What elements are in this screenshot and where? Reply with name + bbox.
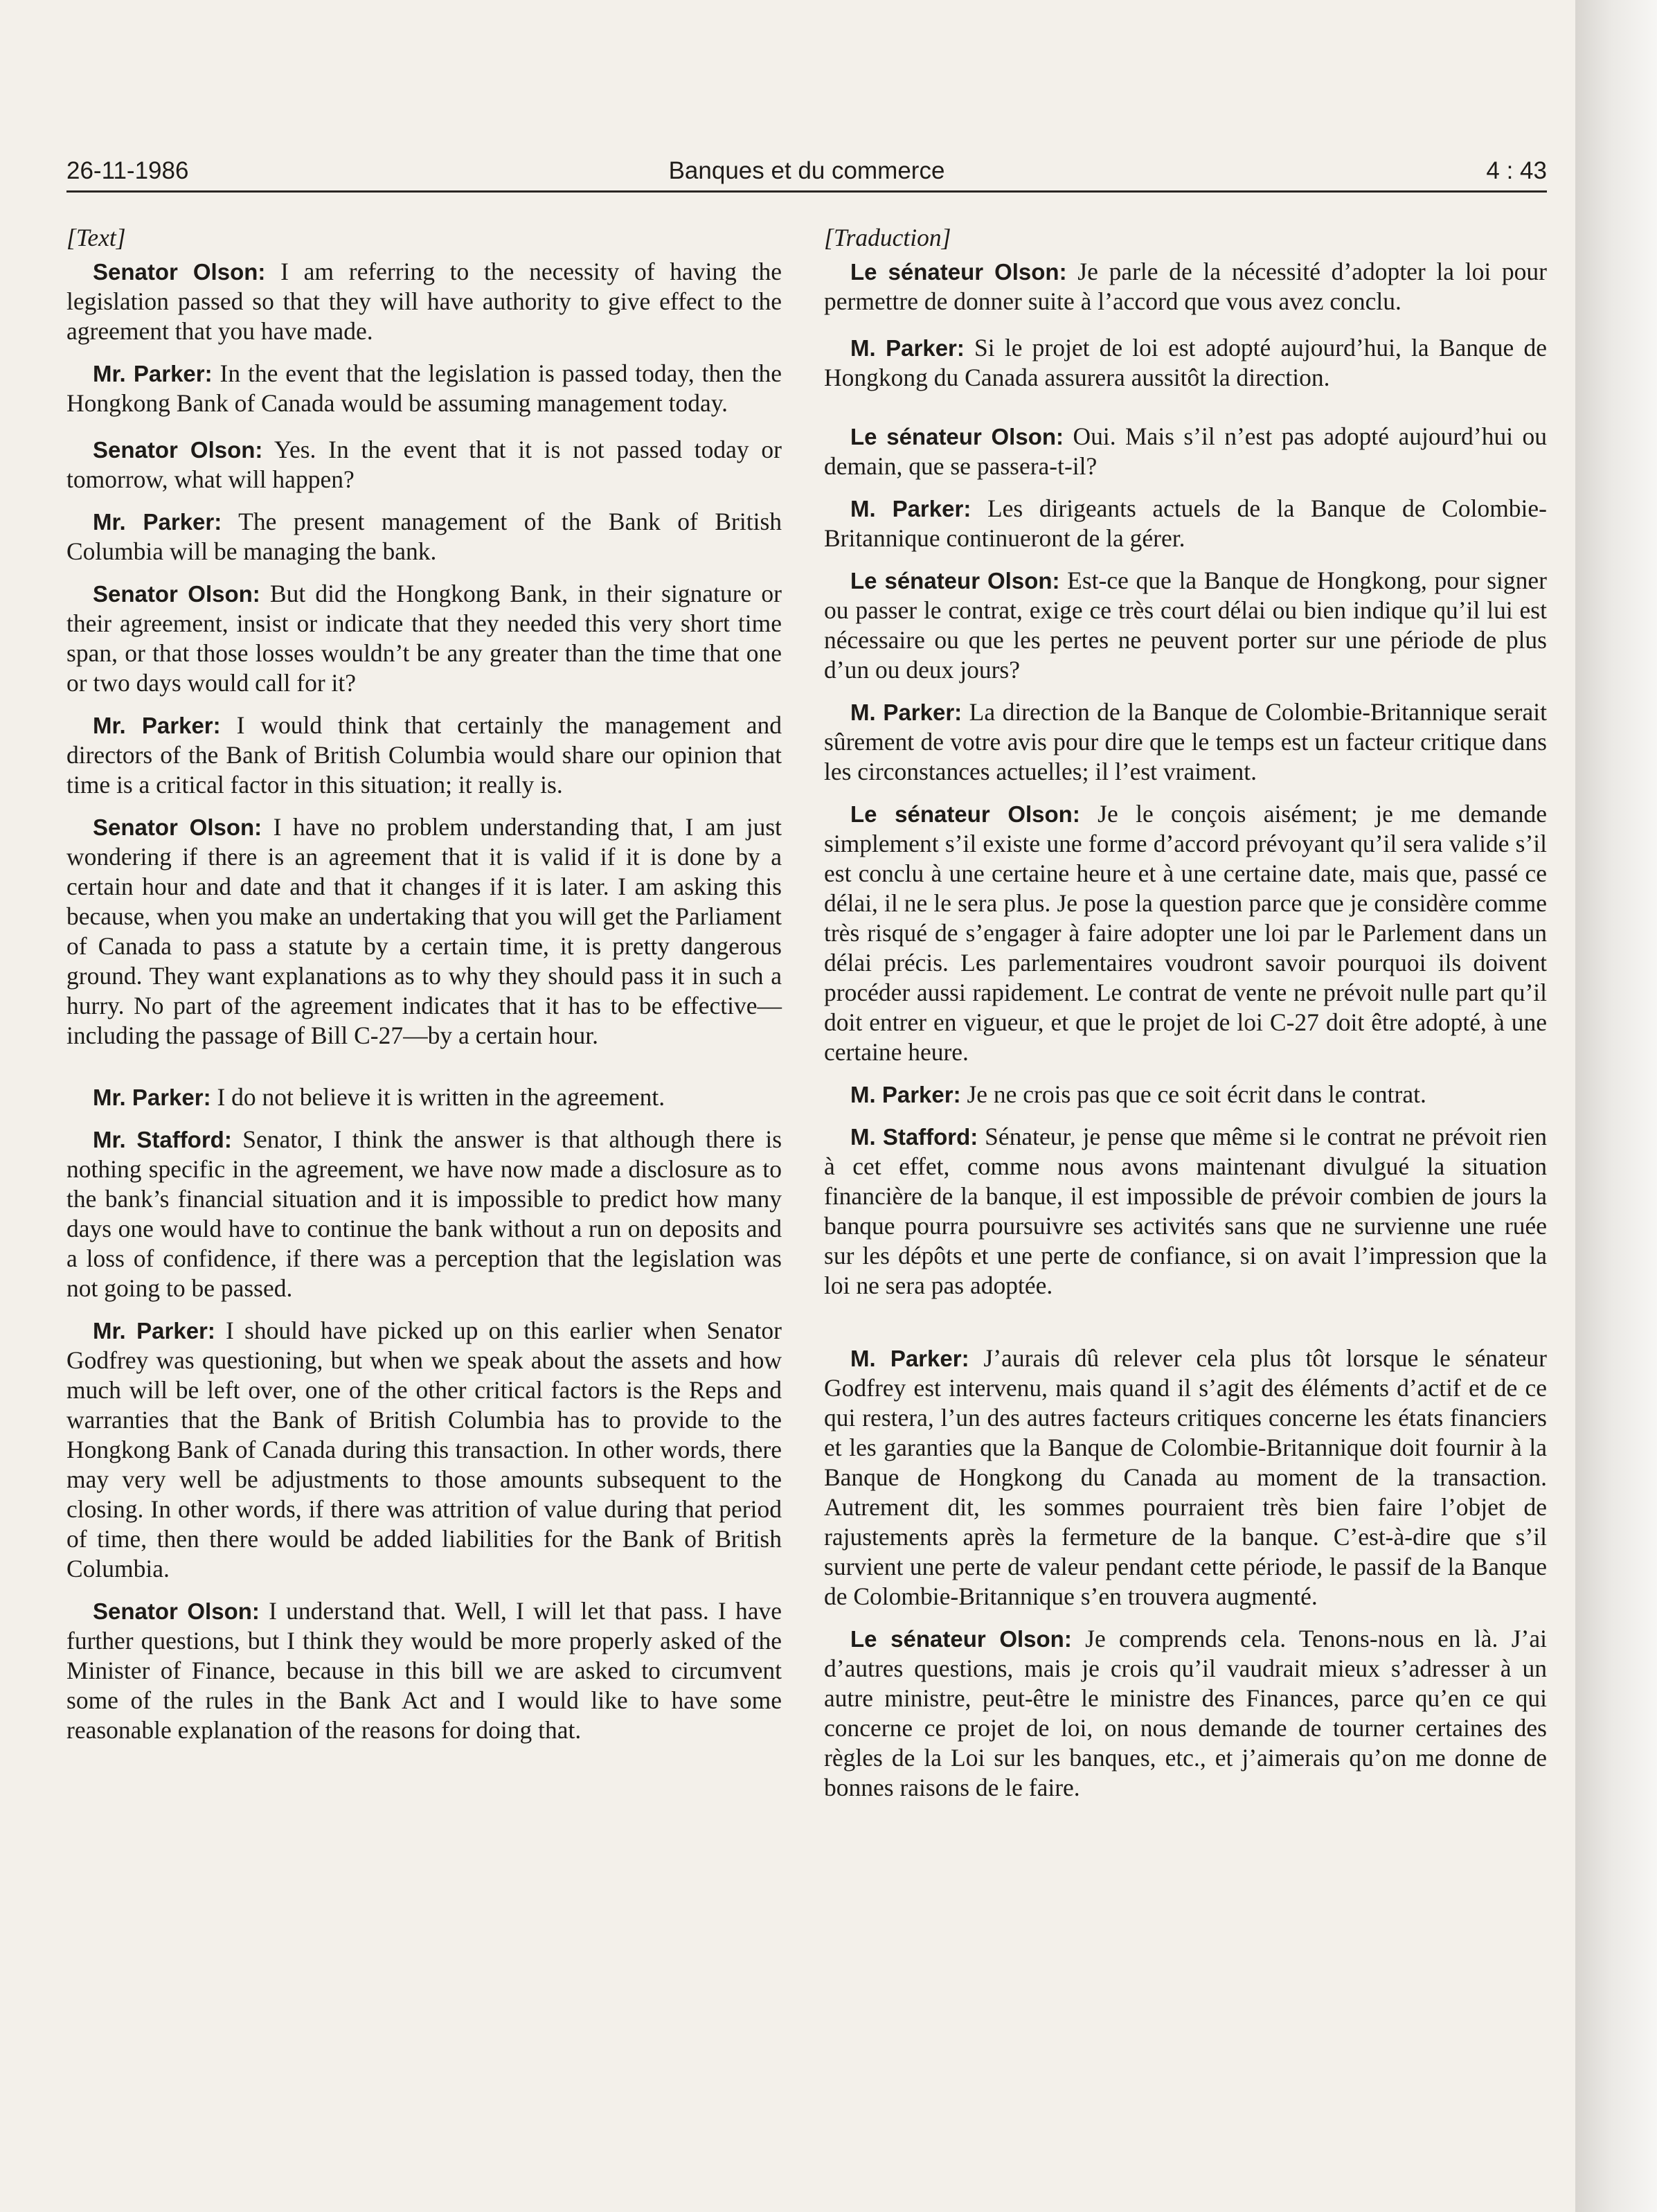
speech-paragraph bbox=[66, 1082, 782, 1112]
speech-paragraph bbox=[824, 1122, 1547, 1301]
language-label: [Traduction] bbox=[824, 224, 951, 251]
page-edge-shadow bbox=[1575, 0, 1657, 2212]
speaker-name: Le sénateur Olson: bbox=[850, 1626, 1072, 1652]
header-date: 26-11-1986 bbox=[66, 157, 189, 184]
speech-text: Je le conçois aisément; je me demande simplement s’il existe une forme d’accord prévoyant qu’il sera valide s’il est conclu à une certaine heure et à une certaine date, mais que, passé ce délai, il ne le sera plus. Je pose la question parce que je considère comme très risqué de s’engager à faire adopter une loi par le Parlement dans un délai précis. Les parlementaires voudront savoir pourquoi ils doivent procéder aussi rapidement. Le contrat de vente ne prévoit nulle part qu’il doit entrer en vigueur, et que le projet de loi C-27 doit être adopté, à une certaine heure. bbox=[824, 800, 1548, 1066]
speaker-name: Mr. Parker: bbox=[93, 1085, 211, 1110]
speaker-name: M. Parker: bbox=[850, 699, 962, 725]
speech-paragraph bbox=[66, 359, 782, 418]
speech-text: La direction de la Banque de Colombie-Britannique serait sûrement de votre avis pour dire que le temps est un facteur critique dans les circonstances actuelles; il l’est vraiment. bbox=[824, 698, 1547, 785]
speech-text: I have no problem understanding that, I am just wondering if there is an agreement that it is valid if it is done by a certain hour and date and that it changes if it is later. I am asking this because, when you make an undertaking that you will get the Parliament of Canada to pass a statute by a certain time, it is pretty dangerous ground. They want explanations as to why they should pass it in such a hurry. No part of the agreement indicates that it has to be effective—including the passage of Bill C-27—by a certain hour. bbox=[66, 813, 782, 1049]
speaker-name: Senator Olson: bbox=[93, 1598, 260, 1624]
speech-paragraph bbox=[66, 711, 782, 800]
speaker-name: Mr. Parker: bbox=[93, 361, 213, 386]
speaker-name: Le sénateur Olson: bbox=[850, 259, 1067, 285]
speech-paragraph bbox=[824, 566, 1547, 685]
speaker-name: Senator Olson: bbox=[93, 814, 262, 840]
speech-text: I am referring to the necessity of having the legislation passed so that they will have authority to give effect to the agreement that you have made. bbox=[66, 258, 782, 345]
speech-text: I would think that certainly the management and directors of the Bank of British Columbia would share our opinion that time is a critical factor in this situation; it really is. bbox=[66, 711, 782, 799]
speech-text: In the event that the legislation is passed today, then the Hongkong Bank of Canada would be assuming management today. bbox=[66, 359, 782, 417]
speech-paragraph bbox=[66, 812, 782, 1051]
speech-text: Est-ce que la Banque de Hongkong, pour signer ou passer le contrat, exige ce très court délai ou bien indique qu’il lui est nécessaire ou que les pertes ne peuvent porter sur une période de plus d’un ou deux jours? bbox=[824, 567, 1547, 684]
speech-text: Yes. In the event that it is not passed today or tomorrow, what will happen? bbox=[66, 436, 782, 493]
speaker-name: Senator Olson: bbox=[93, 437, 263, 463]
speaker-name: M. Stafford: bbox=[850, 1124, 978, 1150]
speech-paragraph bbox=[824, 1624, 1547, 1803]
speech-text: Je comprends cela. Tenons-nous en là. J’ai d’autres questions, mais je crois qu’il vaudrait mieux s’adresser à un autre ministre, peut-être le ministre des Finances, parce qu’en ce qui concerne ce projet de loi, on nous demande de tourner certaines des règles de la Loi sur les banques, etc., et j’aimerais qu’on me donne de bonnes raisons de le faire. bbox=[824, 1625, 1547, 1801]
speech-paragraph bbox=[66, 1596, 782, 1745]
speaker-name: Mr. Stafford: bbox=[93, 1127, 232, 1152]
speech-text: Sénateur, je pense que même si le contrat ne prévoit rien à cet effet, comme nous avons maintenant divulgué la situation financière de la banque, il est impossible de prévoir combien de jours la banque pourra poursuivre ses activités sans que ne survienne une ruée sur les dépôts et une perte de confiance, si on avait l’impression que la loi ne sera pas adoptée. bbox=[824, 1123, 1547, 1299]
speech-text: J’aurais dû relever cela plus tôt lorsque le sénateur Godfrey est intervenu, mais quand il s’agit des éléments d’actif et de ce qui restera, l’un des autres facteurs critiques concerne les états financiers et les garanties que la Banque de Colombie-Britannique doit fournir à la Banque de Hongkong du Canada au moment de la transaction. Autrement dit, les sommes pourraient très bien faire l’objet de rajustements après la fermeture de la banque. C’est-à-dire que s’il survient une perte de valeur pendant cette période, le passif de la Banque de Colombie-Britannique s’en trouvera augmenté. bbox=[824, 1344, 1547, 1610]
header-page-number: 4 : 43 bbox=[1486, 157, 1547, 184]
speaker-name: Mr. Parker: bbox=[93, 1318, 215, 1344]
speech-paragraph bbox=[824, 257, 1547, 316]
speech-text: The present management of the Bank of British Columbia will be managing the bank. bbox=[66, 508, 782, 565]
speaker-name: M. Parker: bbox=[850, 1082, 961, 1107]
language-label: [Text] bbox=[66, 224, 126, 251]
speech-paragraph bbox=[824, 1344, 1547, 1612]
speech-paragraph bbox=[824, 333, 1547, 393]
english-column bbox=[66, 223, 782, 1745]
speaker-name: M. Parker: bbox=[850, 496, 971, 521]
speaker-name: Le sénateur Olson: bbox=[850, 568, 1060, 594]
speech-text: Oui. Mais s’il n’est pas adopté aujourd’hui ou demain, que se passera-t-il? bbox=[824, 422, 1547, 480]
header-title: Banques et du commerce bbox=[668, 157, 945, 184]
speech-paragraph bbox=[66, 1316, 782, 1584]
speech-text: But did the Hongkong Bank, in their signature or their agreement, insist or indicate that they needed this very short time span, or that those losses wouldn’t be any greater than the time that one or two days would call for it? bbox=[66, 580, 782, 697]
speaker-name: Senator Olson: bbox=[93, 581, 260, 607]
speech-paragraph bbox=[66, 1125, 782, 1303]
header-rule bbox=[66, 190, 1547, 193]
speaker-name: Mr. Parker: bbox=[93, 509, 222, 535]
speaker-name: Le sénateur Olson: bbox=[850, 801, 1080, 827]
speaker-name: Mr. Parker: bbox=[93, 713, 221, 738]
speech-paragraph bbox=[824, 494, 1547, 553]
speech-paragraph bbox=[66, 257, 782, 346]
running-header bbox=[66, 154, 1547, 188]
speech-text: I do not believe it is written in the agreement. bbox=[211, 1083, 665, 1111]
speaker-name: M. Parker: bbox=[850, 335, 965, 361]
speaker-name: Le sénateur Olson: bbox=[850, 424, 1064, 449]
speech-text: Les dirigeants actuels de la Banque de Colombie-Britannique continueront de la gérer. bbox=[824, 494, 1547, 552]
speech-text: Senator, I think the answer is that although there is nothing specific in the agreement, we have now made a disclosure as to the bank’s financial situation and it is impossible to predict how many days one would have to continue the bank without a run on deposits and a loss of confidence, if there was a perception that the legislation was not going to be passed. bbox=[66, 1125, 782, 1302]
speech-paragraph bbox=[66, 579, 782, 698]
speech-paragraph bbox=[824, 799, 1547, 1067]
speech-text: Je parle de la nécessité d’adopter la loi pour permettre de donner suite à l’accord que vous avez conclu. bbox=[824, 258, 1548, 315]
speech-paragraph bbox=[824, 1080, 1547, 1109]
speech-text: Si le projet de loi est adopté aujourd’hui, la Banque de Hongkong du Canada assurera aussitôt la direction. bbox=[824, 334, 1547, 391]
speaker-name: Senator Olson: bbox=[93, 259, 266, 285]
speech-paragraph bbox=[824, 422, 1547, 481]
speech-paragraph bbox=[66, 507, 782, 567]
speaker-name: M. Parker: bbox=[850, 1346, 969, 1371]
speech-text: I understand that. Well, I will let that pass. I have further questions, but I think they would be more properly asked of the Minister of Finance, because in this bill we are asked to circumvent some of the rules in the Bank Act and I would like to have some reasonable explanation of the reasons for doing that. bbox=[66, 1597, 782, 1744]
speech-text: Je ne crois pas que ce soit écrit dans le contrat. bbox=[960, 1080, 1426, 1108]
speech-text: I should have picked up on this earlier when Senator Godfrey was questioning, but when we speak about the assets and how much will be left over, one of the other critical factors is the Reps and warranties that the Bank of British Columbia has to provide to the Hongkong Bank of Canada during this transaction. In other words, there may very well be adjustments to those amounts subsequent to the closing. In other words, if there was attrition of value during that period of time, then there would be added liabilities for the Bank of British Columbia. bbox=[66, 1317, 782, 1582]
speech-paragraph bbox=[66, 435, 782, 494]
speech-paragraph bbox=[824, 697, 1547, 787]
french-column bbox=[824, 223, 1547, 1803]
